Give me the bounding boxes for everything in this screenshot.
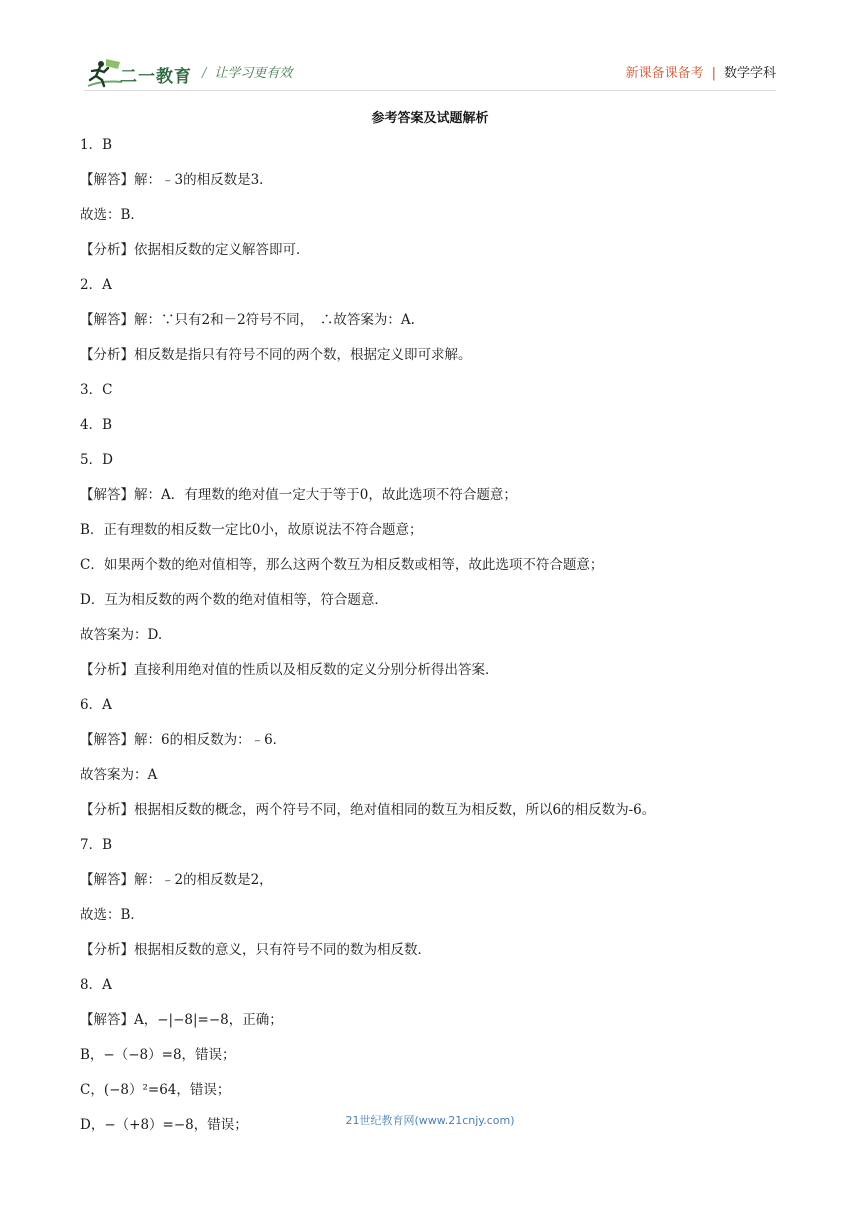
header-right [626,62,776,81]
header-divider-line [84,90,776,91]
page-header [84,56,776,90]
text-line: 【解答】解：6的相反数为：﹣6． [80,732,287,748]
logo [84,56,192,90]
answer-content [80,134,780,1149]
text-line: 【解答】A，−|−8|=−8，正确； [80,1012,283,1028]
text-line: 【解答】解：﹣2的相反数是2， [80,872,273,888]
text-line: 6．A [80,697,112,713]
course-label: 新课备课备考 [625,66,704,81]
text-line: 4．B [80,417,113,433]
text-line: B，−（−8）=8，错误； [80,1047,236,1063]
text-line: B．正有理数的相反数一定比0小，故原说法不符合题意； [80,522,423,538]
text-line: 2．A [80,277,112,293]
text-line: C，(−8）²=64，错误； [80,1082,231,1098]
text-line: 7．B [80,837,113,853]
text-line: 【分析】直接利用绝对值的性质以及相反数的定义分别分析得出答案． [80,662,499,678]
text-line: 8．A [80,977,112,993]
text-line: 3．C [80,382,113,398]
logo-text: 二一教育 [120,67,192,87]
header-divider: | [711,66,716,81]
text-line: 【解答】解：﹣3的相反数是3． [80,172,273,188]
subject-label: 数学学科 [723,66,776,81]
text-line: C．如果两个数的绝对值相等，那么这两个数互为相反数或相等，故此选项不符合题意； [80,557,604,573]
slogan [202,62,292,81]
text-line: 【解答】解：A．有理数的绝对值一定大于等于0，故此选项不符合题意； [80,487,517,503]
runner-icon [84,56,124,90]
text-line: D．互为相反数的两个数的绝对值相等，符合题意． [80,592,388,608]
text-line: 故答案为：A [80,767,158,783]
text-line: 【解答】解：∵只有2和－2符号不同， ∴故答案为：A. [80,312,415,328]
text-line: 5．D [80,452,113,468]
slogan-text: 让学习更有效 [214,66,293,81]
text-line: 【分析】根据相反数的意义，只有符号不同的数为相反数． [80,942,431,958]
text-line: 故选：B． [80,207,144,223]
slogan-divider: / [202,66,207,81]
text-line: D，−（+8）=−8，错误； [80,1117,248,1133]
text-line: 【分析】相反数是指只有符号不同的两个数，根据定义即可求解。 [80,347,472,363]
page-title: 参考答案及试题解析 [371,111,489,126]
text-line: 【分析】依据相反数的定义解答即可． [80,242,310,258]
text-line: 【分析】根据相反数的概念，两个符号不同，绝对值相同的数互为相反数，所以6的相反数为-6。 [80,802,656,818]
text-line: 故答案为：D. [80,627,163,643]
page-footer: 21世纪教育网(www.21cnjy.com) [345,1114,515,1127]
text-line: 1．B [80,137,113,153]
text-line: 故选：B． [80,907,144,923]
